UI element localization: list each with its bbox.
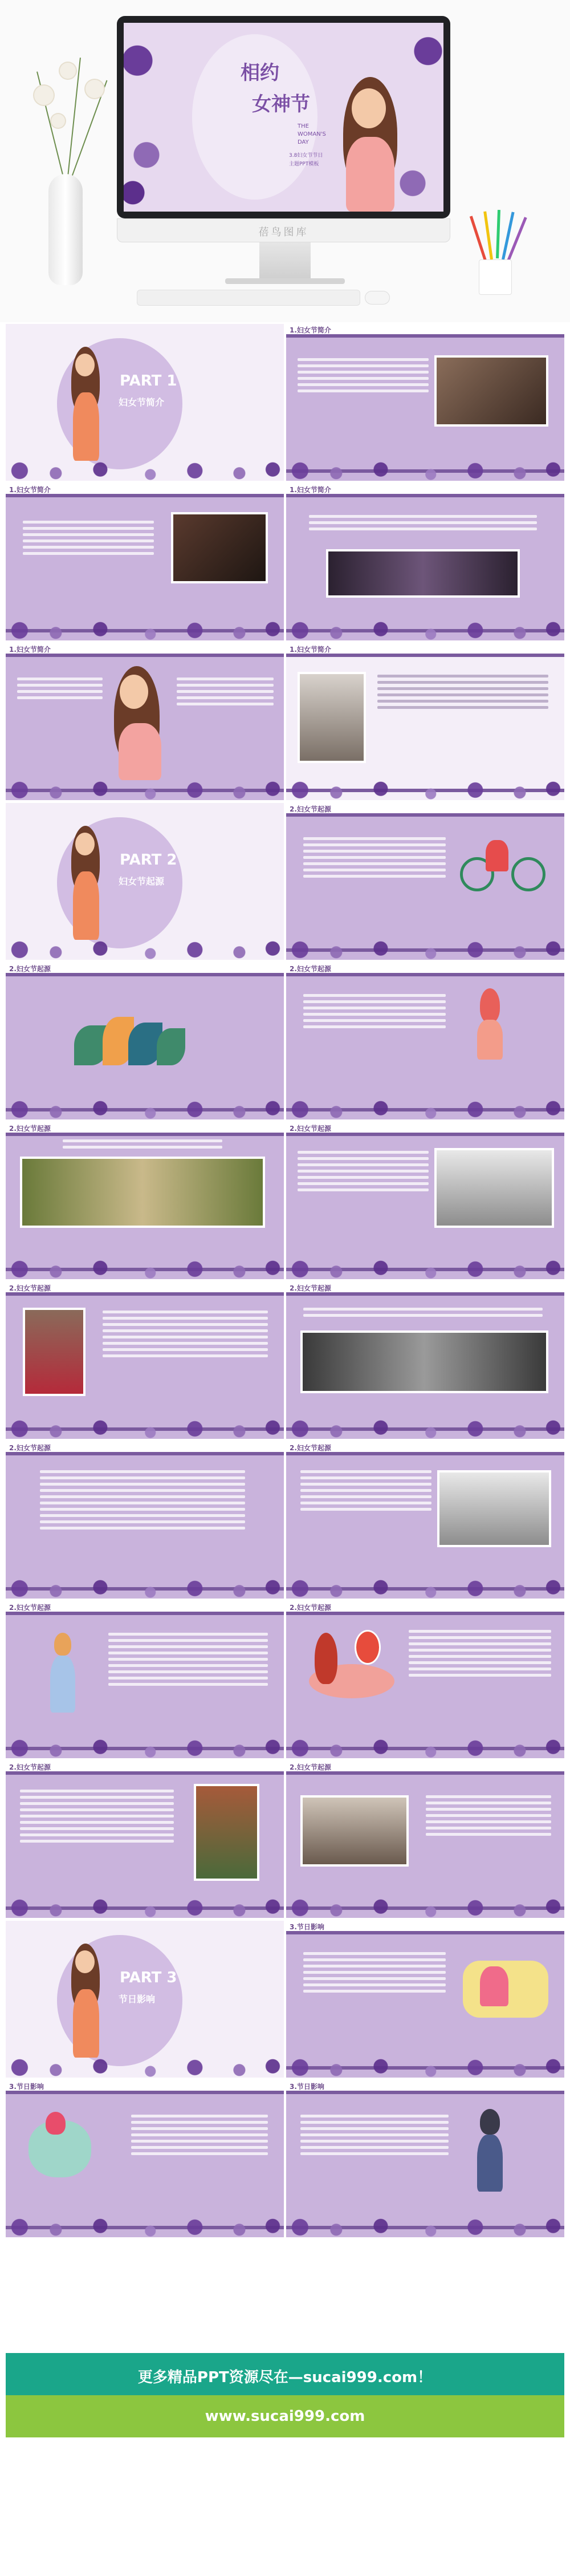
girl-dress bbox=[73, 392, 99, 461]
floral-decoration bbox=[6, 1254, 284, 1279]
slide-header-label: 1.妇女节简介 bbox=[290, 326, 331, 334]
slide-part1[interactable] bbox=[6, 324, 284, 481]
floral-decoration bbox=[286, 1573, 564, 1599]
slide-part2[interactable] bbox=[6, 803, 284, 960]
shopping-girl-illustration bbox=[480, 988, 500, 1023]
website-url: www.sucai999.com bbox=[205, 2408, 365, 2425]
floral-decoration bbox=[286, 1893, 564, 1918]
header-band bbox=[286, 1931, 564, 1934]
body-text bbox=[177, 678, 274, 709]
slide[interactable] bbox=[6, 643, 284, 800]
slide[interactable] bbox=[286, 1601, 564, 1758]
walking-girl-illustration bbox=[480, 2109, 500, 2135]
part-title: 节日影响 bbox=[119, 1994, 156, 2005]
floral-decoration bbox=[286, 456, 564, 481]
floral-decoration bbox=[6, 1414, 284, 1439]
cover-subtitle-cn-2: 主题PPT模板 bbox=[289, 161, 319, 167]
slide-header bbox=[6, 484, 284, 494]
slide-header bbox=[6, 643, 284, 654]
photo bbox=[437, 1470, 551, 1547]
slide[interactable] bbox=[286, 1282, 564, 1439]
keyboard-image bbox=[137, 290, 360, 306]
promo-banner[interactable] bbox=[6, 2353, 564, 2395]
slide-header-label: 2.妇女节起源 bbox=[290, 1125, 331, 1133]
girl-illustration bbox=[480, 1966, 508, 2006]
body-text bbox=[20, 1790, 174, 1846]
header-band bbox=[286, 334, 564, 338]
body-text bbox=[63, 1139, 222, 1152]
body-text bbox=[303, 994, 446, 1032]
slide-header bbox=[6, 1442, 284, 1452]
floral-decoration bbox=[286, 1733, 564, 1758]
cover-title-line1: 相约 bbox=[241, 62, 279, 84]
vase-image bbox=[48, 174, 83, 285]
cyclist-illustration bbox=[486, 840, 508, 871]
header-band bbox=[286, 1452, 564, 1455]
floral-decoration bbox=[286, 935, 564, 960]
girl-face bbox=[75, 354, 95, 376]
slide-header-label: 1.妇女节简介 bbox=[9, 486, 51, 494]
photo bbox=[326, 549, 520, 598]
body-text bbox=[23, 521, 154, 558]
body-text bbox=[298, 1151, 429, 1195]
slide[interactable] bbox=[286, 1921, 564, 2078]
slide-header-label: 1.妇女节简介 bbox=[290, 646, 331, 654]
floral-decoration bbox=[392, 23, 443, 212]
slide[interactable] bbox=[6, 963, 284, 1119]
body-text bbox=[40, 1470, 245, 1533]
body-text bbox=[300, 1470, 431, 1514]
slide-header-label: 2.妇女节起源 bbox=[9, 1604, 51, 1612]
slide-header bbox=[286, 1601, 564, 1612]
mirror-icon bbox=[355, 1630, 381, 1665]
header-band bbox=[6, 1771, 284, 1775]
slide-header bbox=[286, 803, 564, 813]
slide-header bbox=[6, 1601, 284, 1612]
floral-decoration bbox=[6, 775, 284, 800]
body-text bbox=[303, 837, 446, 881]
photo bbox=[298, 672, 366, 763]
pencil-icon bbox=[483, 211, 493, 259]
bicycle-wheel-icon bbox=[511, 857, 545, 891]
header-band bbox=[286, 813, 564, 817]
part-number: PART 2 bbox=[120, 851, 177, 869]
girl-dress bbox=[346, 137, 394, 212]
header-band bbox=[6, 1612, 284, 1615]
slide-header-label: 2.妇女节起源 bbox=[9, 1444, 51, 1452]
slide-header bbox=[6, 963, 284, 973]
slide-header bbox=[286, 484, 564, 494]
slide-header bbox=[286, 324, 564, 334]
slide-header-label: 2.妇女节起源 bbox=[9, 1284, 51, 1292]
part-title: 妇女节简介 bbox=[119, 397, 165, 408]
slide[interactable] bbox=[6, 1282, 284, 1439]
slide[interactable] bbox=[286, 1761, 564, 1918]
watermark-text: 蓓鸟图库 bbox=[258, 226, 309, 238]
flower-icon bbox=[51, 114, 65, 128]
walking-girl-illustration bbox=[477, 2135, 503, 2192]
photo bbox=[20, 1157, 265, 1228]
flower-icon bbox=[85, 80, 104, 98]
slide[interactable] bbox=[6, 1761, 284, 1918]
slide-header bbox=[6, 1282, 284, 1292]
slide-header-label: 1.妇女节简介 bbox=[290, 486, 331, 494]
body-text bbox=[103, 1311, 268, 1361]
body-text bbox=[377, 675, 548, 712]
slide-header-label: 2.妇女节起源 bbox=[9, 965, 51, 973]
body-text bbox=[298, 358, 429, 396]
part-title: 妇女节起源 bbox=[119, 876, 165, 887]
floral-decoration bbox=[286, 1414, 564, 1439]
header-band bbox=[6, 654, 284, 657]
slide-header bbox=[286, 1442, 564, 1452]
body-text bbox=[131, 2115, 268, 2159]
slide-header bbox=[286, 643, 564, 654]
slide-header bbox=[286, 1921, 564, 1931]
fairy-illustration bbox=[50, 1656, 75, 1713]
slide[interactable] bbox=[286, 963, 564, 1119]
slide-header-label: 2.妇女节起源 bbox=[290, 965, 331, 973]
slide[interactable] bbox=[286, 2080, 564, 2237]
girl-dress bbox=[73, 871, 99, 940]
slide[interactable] bbox=[6, 1601, 284, 1758]
floral-decoration bbox=[286, 2212, 564, 2237]
slide[interactable] bbox=[286, 1122, 564, 1279]
header-band bbox=[6, 973, 284, 976]
cover-subtitle-en: THE WOMAN'S DAY bbox=[298, 123, 326, 145]
slide-header-label: 2.妇女节起源 bbox=[290, 1604, 331, 1612]
cover-title-line2: 女神节 bbox=[252, 93, 310, 116]
part-number: PART 1 bbox=[120, 372, 177, 390]
slide-header-label: 2.妇女节起源 bbox=[290, 805, 331, 813]
floral-decoration bbox=[286, 2052, 564, 2078]
flower-icon bbox=[34, 86, 54, 105]
promo-banner-text: 更多精品PPT资源尽在—sucai999.com！ bbox=[137, 2369, 433, 2386]
header-band bbox=[286, 1771, 564, 1775]
header-band bbox=[286, 654, 564, 657]
slide-header bbox=[6, 2080, 284, 2091]
hero-section bbox=[0, 0, 570, 322]
floral-decoration bbox=[286, 1094, 564, 1119]
flower-icon bbox=[60, 63, 76, 79]
fairy-illustration bbox=[54, 1633, 71, 1656]
website-banner[interactable] bbox=[6, 2395, 564, 2437]
floral-decoration bbox=[6, 2052, 284, 2078]
pencil-icon bbox=[496, 210, 500, 258]
monitor-stand-foot bbox=[225, 278, 345, 284]
body-text bbox=[426, 1795, 551, 1839]
floral-decoration bbox=[6, 935, 284, 960]
slide-header-label: 3.节日影响 bbox=[9, 2083, 44, 2091]
slide-header bbox=[286, 1282, 564, 1292]
pencil-cup bbox=[479, 259, 512, 295]
mouse-image bbox=[365, 291, 390, 305]
floral-decoration bbox=[6, 1094, 284, 1119]
header-band bbox=[6, 1292, 284, 1296]
header-band bbox=[286, 494, 564, 497]
photo bbox=[171, 512, 268, 583]
slide[interactable] bbox=[286, 484, 564, 640]
header-band bbox=[6, 494, 284, 497]
floral-decoration bbox=[286, 1254, 564, 1279]
body-text bbox=[303, 1308, 543, 1320]
girl-face bbox=[120, 675, 148, 709]
slide[interactable] bbox=[6, 1442, 284, 1599]
body-text bbox=[300, 2115, 449, 2159]
slide[interactable] bbox=[6, 2080, 284, 2237]
girl-illustration bbox=[315, 1633, 337, 1684]
monitor bbox=[117, 16, 450, 218]
floral-decoration bbox=[286, 615, 564, 640]
girl-dress bbox=[73, 1989, 99, 2058]
body-text bbox=[108, 1633, 268, 1689]
slide-header-label: 3.节日影响 bbox=[290, 1923, 324, 1931]
monitor-stand bbox=[259, 242, 311, 279]
slide[interactable] bbox=[286, 643, 564, 800]
slide-header bbox=[6, 1761, 284, 1771]
body-text bbox=[409, 1630, 551, 1680]
body-text bbox=[309, 515, 537, 534]
slide-header bbox=[286, 1122, 564, 1133]
girl-face bbox=[352, 88, 386, 128]
floral-decoration bbox=[6, 456, 284, 481]
monitor-chin bbox=[117, 218, 450, 242]
photo bbox=[300, 1795, 409, 1867]
girl-face bbox=[75, 1950, 95, 1973]
floral-decoration bbox=[6, 615, 284, 640]
slide-header-label: 1.妇女节简介 bbox=[9, 646, 51, 654]
slide-part3[interactable] bbox=[6, 1921, 284, 2078]
slide-header bbox=[286, 2080, 564, 2091]
slide-header-label: 2.妇女节起源 bbox=[9, 1125, 51, 1133]
photo bbox=[300, 1330, 548, 1393]
slide-header-label: 2.妇女节起源 bbox=[290, 1284, 331, 1292]
shopping-girl-illustration bbox=[477, 1020, 503, 1060]
header-band bbox=[6, 2091, 284, 2094]
slide-header-label: 2.妇女节起源 bbox=[290, 1444, 331, 1452]
slide[interactable] bbox=[286, 324, 564, 481]
slide-header bbox=[286, 963, 564, 973]
floral-decoration bbox=[6, 1573, 284, 1599]
part-number: PART 3 bbox=[120, 1969, 177, 1986]
slide-header bbox=[6, 1122, 284, 1133]
slide[interactable] bbox=[286, 803, 564, 960]
header-band bbox=[286, 1292, 564, 1296]
slide[interactable] bbox=[6, 484, 284, 640]
girl-face bbox=[75, 833, 95, 855]
slide-header bbox=[286, 1761, 564, 1771]
floral-decoration bbox=[6, 1893, 284, 1918]
photo bbox=[23, 1308, 85, 1396]
leaf-illustration bbox=[157, 1028, 185, 1065]
photo bbox=[434, 1148, 554, 1228]
photo bbox=[194, 1784, 259, 1881]
photo bbox=[434, 355, 548, 427]
header-band bbox=[286, 1612, 564, 1615]
cover-slide bbox=[124, 23, 443, 212]
floral-decoration bbox=[124, 23, 169, 212]
slide[interactable] bbox=[286, 1442, 564, 1599]
girl-illustration bbox=[46, 2112, 66, 2135]
header-band bbox=[286, 1133, 564, 1136]
floral-decoration bbox=[286, 775, 564, 800]
header-band bbox=[6, 1452, 284, 1455]
body-text bbox=[17, 678, 103, 703]
slide[interactable] bbox=[6, 1122, 284, 1279]
slide-header-label: 2.妇女节起源 bbox=[290, 1763, 331, 1771]
girl-dress bbox=[119, 723, 161, 780]
slide-header-label: 2.妇女节起源 bbox=[9, 1763, 51, 1771]
slide-header-label: 3.节日影响 bbox=[290, 2083, 324, 2091]
floral-decoration bbox=[6, 1733, 284, 1758]
floral-decoration bbox=[6, 2212, 284, 2237]
header-band bbox=[286, 973, 564, 976]
header-band bbox=[6, 1133, 284, 1136]
cover-subtitle-cn-1: 3.8妇女节节日 bbox=[289, 153, 323, 159]
header-band bbox=[286, 2091, 564, 2094]
body-text bbox=[303, 1952, 446, 1996]
